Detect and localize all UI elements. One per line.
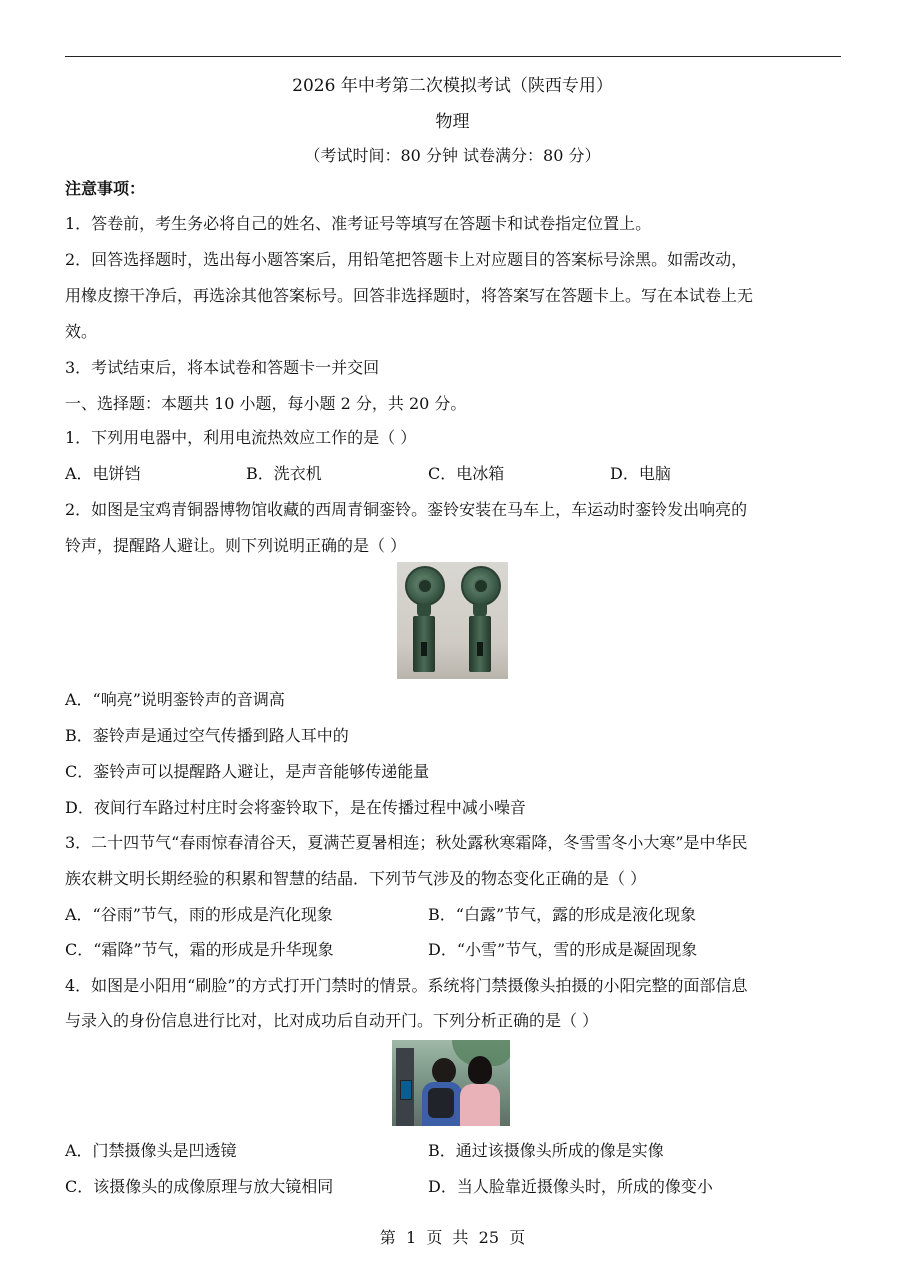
note-item-2-line-2: 用橡皮擦干净后，再选涂其他答案标号。回答非选择题时，将答案写在答题卡上。写在本试卷上无 <box>65 286 754 305</box>
q3-stem-line-2: 族农耕文明长期经验的积累和智慧的结晶．下列节气涉及的物态变化正确的是（ ） <box>65 869 647 888</box>
note-item-2-line-1: 2．回答选择题时，选出每小题答案后，用铅笔把答题卡上对应题目的答案标号涂黑。如需改动， <box>65 250 748 269</box>
face-recognition-gate-photo <box>392 1040 510 1126</box>
q4-option-b: B．通过该摄像头所成的像是实像 <box>428 1141 664 1160</box>
q4-stem-line-1: 4．如图是小阳用“刷脸”的方式打开门禁时的情景。系统将门禁摄像头拍摄的小阳完整的面部信息 <box>65 976 748 995</box>
q1-option-b: B．洗衣机 <box>246 464 322 483</box>
exam-title: 2026 年中考第二次模拟考试（陕西专用） <box>292 76 613 96</box>
q2-stem-line-1: 2．如图是宝鸡青铜器博物馆收藏的西周青铜銮铃。銮铃安装在马车上，车运动时銮铃发出响亮的 <box>65 500 748 519</box>
q4-stem-line-2: 与录入的身份信息进行比对，比对成功后自动开门。下列分析正确的是（ ） <box>65 1011 599 1030</box>
q4-option-c: C．该摄像头的成像原理与放大镜相同 <box>65 1177 334 1196</box>
q4-option-a: A．门禁摄像头是凹透镜 <box>65 1141 237 1160</box>
q1-stem: 1．下列用电器中，利用电流热效应工作的是（ ） <box>65 428 417 447</box>
q3-option-c: C．“霜降”节气，霜的形成是升华现象 <box>65 940 334 959</box>
notes-heading: 注意事项： <box>65 179 146 198</box>
page-number: 第 1 页 共 25 页 <box>379 1228 526 1247</box>
q2-option-c: C．銮铃声可以提醒路人避让，是声音能够传递能量 <box>65 762 430 781</box>
q1-option-c: C．电冰箱 <box>428 464 505 483</box>
note-item-2-line-3: 效。 <box>65 322 98 341</box>
exam-info: （考试时间：80 分钟 试卷满分：80 分） <box>304 146 601 165</box>
q3-stem-line-1: 3．二十四节气“春雨惊春清谷天，夏满芒夏暑相连；秋处露秋寒霜降，冬雪雪冬小大寒”是中华民 <box>65 833 748 852</box>
q1-option-d: D．电脑 <box>610 464 671 483</box>
q2-option-b: B．銮铃声是通过空气传播到路人耳中的 <box>65 726 349 745</box>
q2-stem-line-2: 铃声，提醒路人避让。则下列说明正确的是（ ） <box>65 536 407 555</box>
q2-option-a: A．“响亮”说明銮铃声的音调高 <box>65 690 285 709</box>
exam-subject: 物理 <box>435 112 470 132</box>
camera-screen-icon <box>400 1080 412 1100</box>
q1-option-a: A．电饼铛 <box>65 464 141 483</box>
q3-option-b: B．“白露”节气，露的形成是液化现象 <box>428 905 697 924</box>
q3-option-d: D．“小雪”节气，雪的形成是凝固现象 <box>428 940 698 959</box>
header-rule <box>65 56 841 57</box>
note-item-1: 1．答卷前，考生务必将自己的姓名、准考证号等填写在答题卡和试卷指定位置上。 <box>65 214 652 233</box>
q3-option-a: A．“谷雨”节气，雨的形成是汽化现象 <box>65 905 333 924</box>
bronze-bells-photo <box>397 562 508 679</box>
section-heading: 一、选择题：本题共 10 小题，每小题 2 分，共 20 分。 <box>65 394 467 413</box>
note-item-3: 3．考试结束后，将本试卷和答题卡一并交回 <box>65 358 380 377</box>
q2-option-d: D．夜间行车路过村庄时会将銮铃取下，是在传播过程中减小噪音 <box>65 798 526 817</box>
q4-option-d: D．当人脸靠近摄像头时，所成的像变小 <box>428 1177 713 1196</box>
